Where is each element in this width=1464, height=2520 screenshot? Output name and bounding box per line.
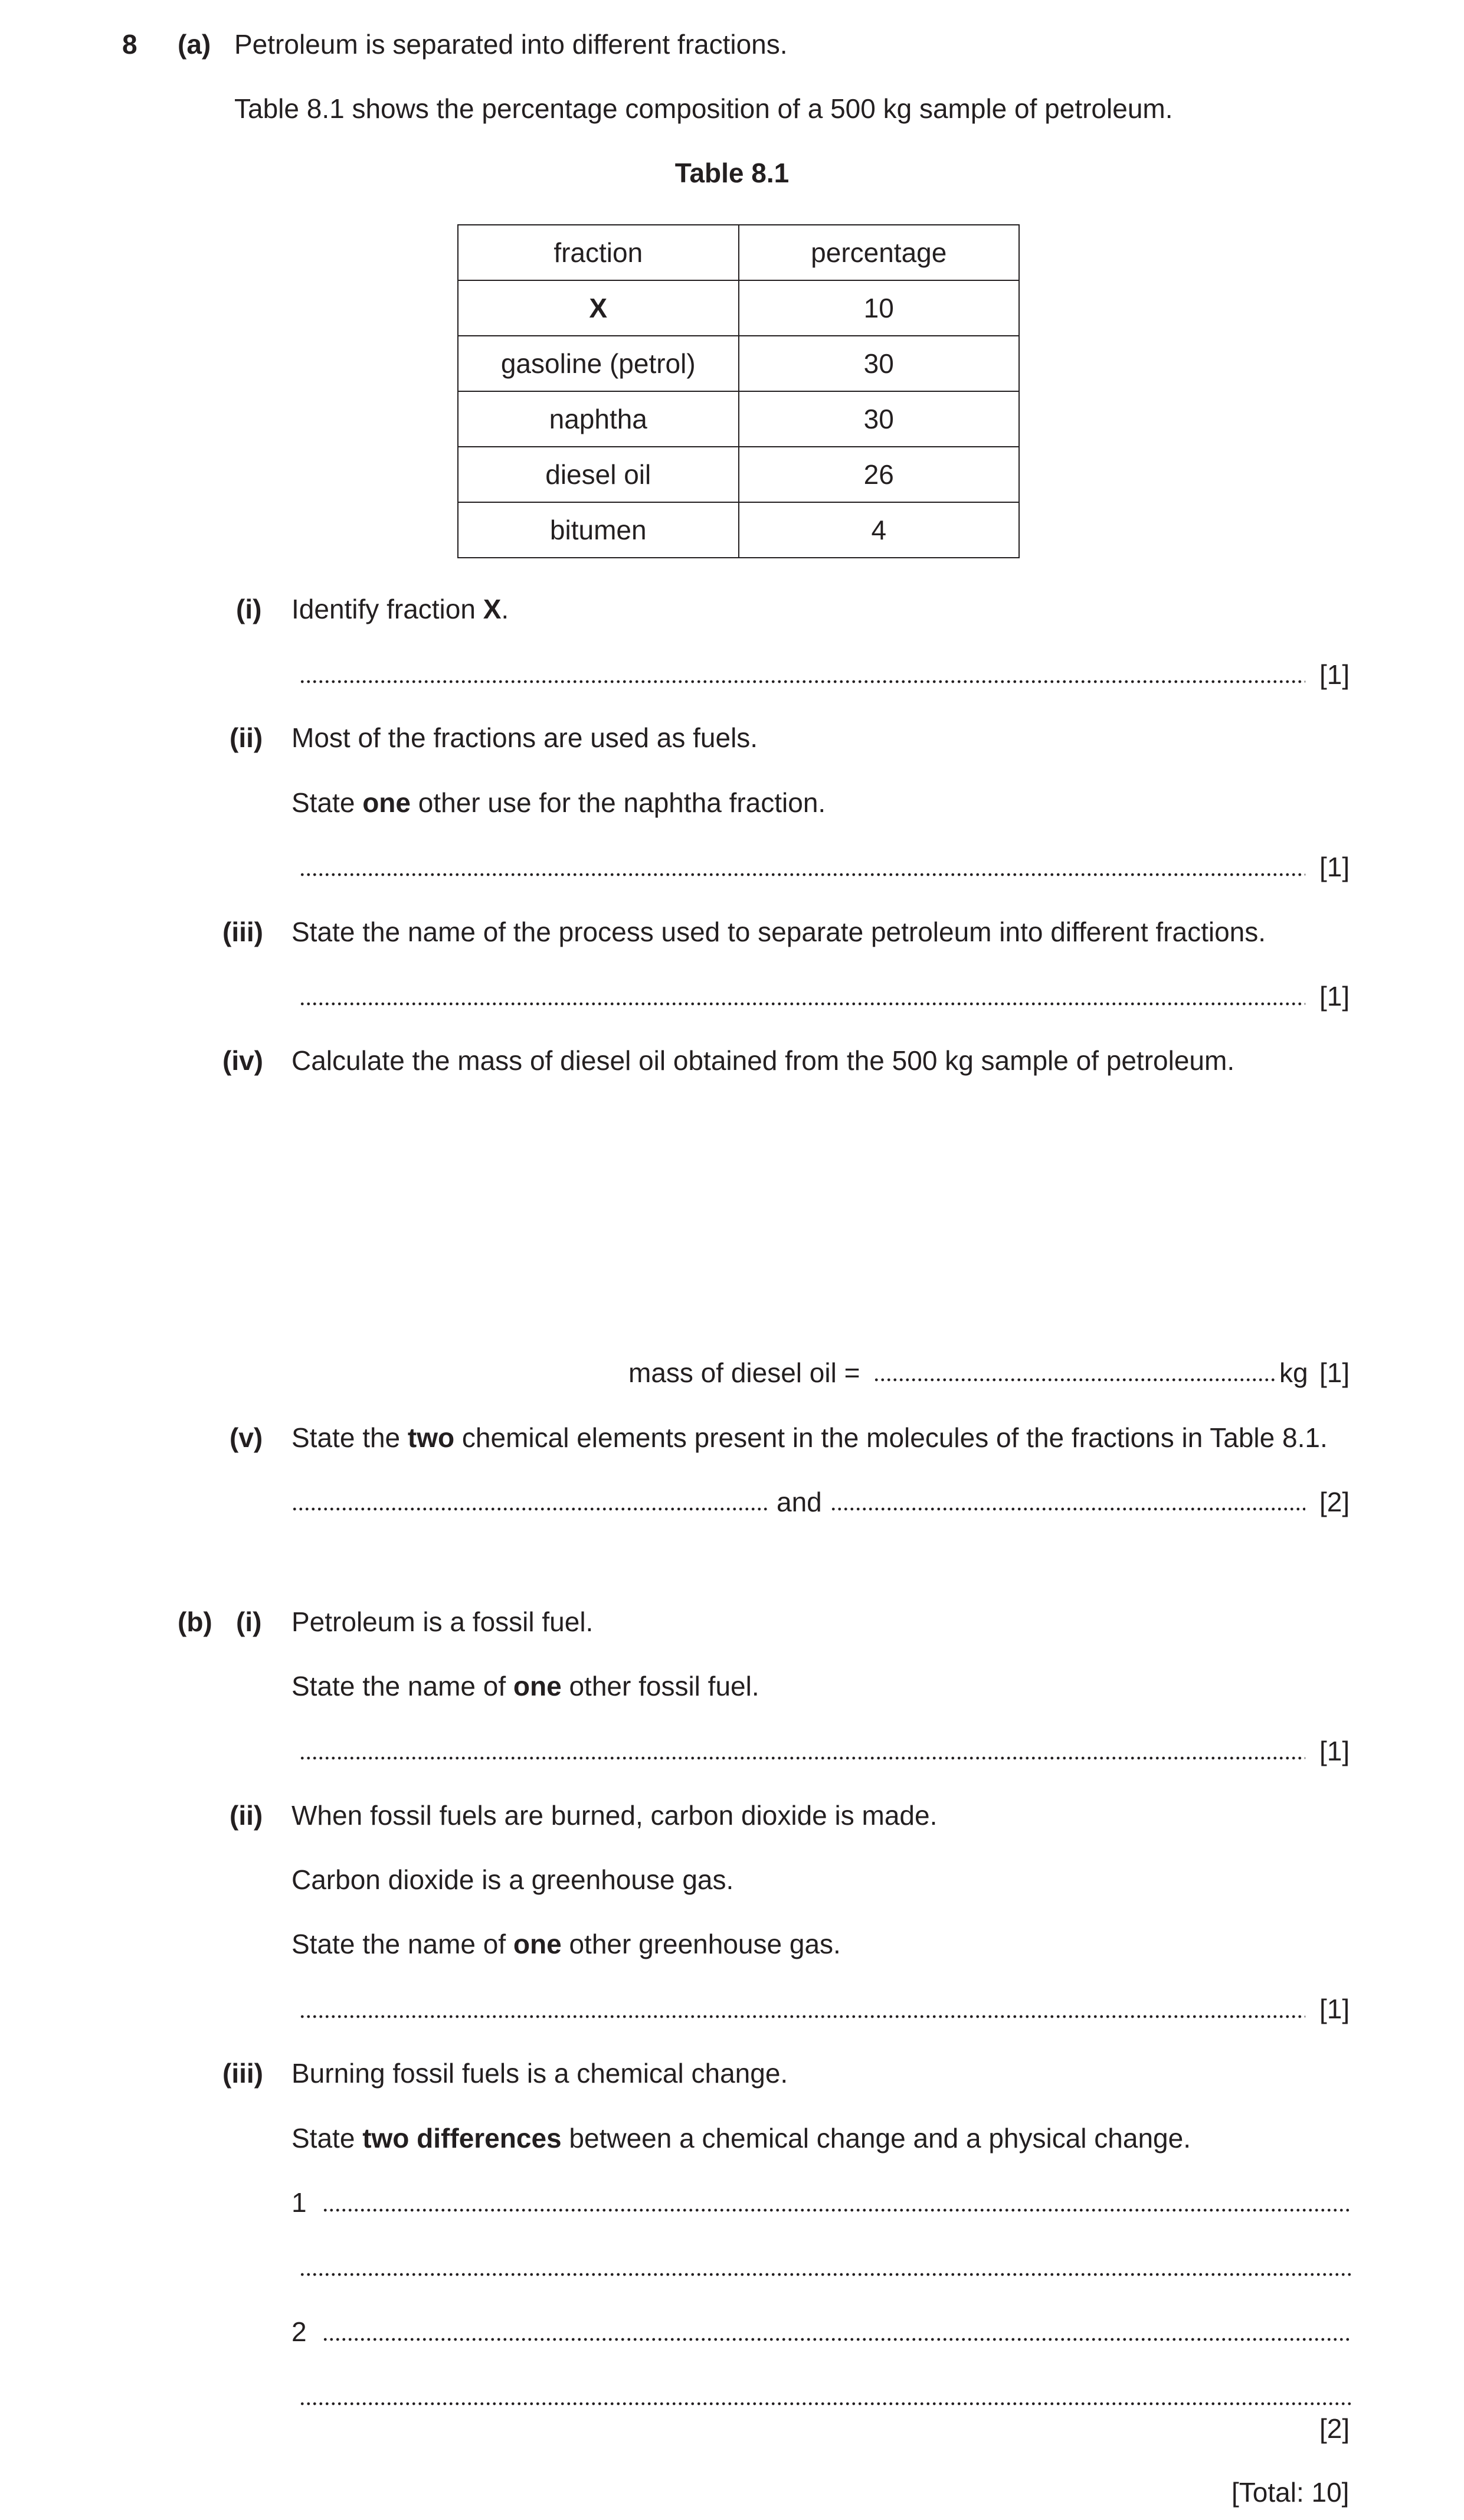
cell-fraction: bitumen [458,502,739,558]
cell-fraction: gasoline (petrol) [458,336,739,391]
a-i-label: (i) [236,594,262,624]
a-iv-marks: [1] [1319,1357,1350,1388]
b-i-question: State the name of one other fossil fuel. [292,1671,759,1701]
table-row [458,391,1019,447]
b-i-text: Petroleum is a fossil fuel. [292,1606,594,1637]
table-row [458,447,1019,502]
b-ii-text-2: Carbon dioxide is a greenhouse gas. [292,1864,734,1895]
b-i-answer-line[interactable] [299,1756,1305,1760]
table-caption: Table 8.1 [674,158,790,188]
part-b-label: (b) [178,1606,212,1637]
b-iii-answer-line-1a[interactable] [322,2208,1351,2213]
header-fraction: fraction [458,225,739,280]
a-iv-label: (iv) [222,1045,263,1076]
cell-fraction: diesel oil [458,447,739,502]
a-iv-answer-label: mass of diesel oil = [628,1357,860,1388]
b-iii-number-2: 2 [292,2316,307,2347]
a-iii-answer-line[interactable] [299,1002,1305,1006]
table-row [458,280,1019,336]
a-iv-unit: kg [1279,1357,1308,1388]
b-iii-answer-line-1b[interactable] [299,2272,1351,2277]
a-v-question: State the two chemical elements present in the molecules of the fractions in Table 8.1. [292,1422,1328,1453]
b-iii-text: Burning fossil fuels is a chemical change. [292,2058,788,2089]
b-i-label: (i) [236,1606,262,1637]
cell-percentage: 4 [739,502,1020,558]
table-row [458,336,1019,391]
b-ii-question: State the name of one other greenhouse gas. [292,1929,841,1959]
table-8-1 [457,224,1020,558]
part-a-label: (a) [178,29,211,60]
a-iv-answer-line[interactable] [873,1377,1275,1382]
a-ii-answer-line[interactable] [299,872,1305,877]
b-ii-marks: [1] [1319,1994,1350,2024]
a-ii-text: Most of the fractions are used as fuels. [292,722,758,753]
cell-percentage: 30 [739,336,1020,391]
part-a-intro: Petroleum is separated into different fractions. [234,29,788,60]
table-row [458,502,1019,558]
a-ii-question: State one other use for the naphtha fraction. [292,787,826,818]
cell-percentage: 10 [739,280,1020,336]
total-marks: [Total: 10] [1232,2477,1350,2508]
b-iii-answer-line-2a[interactable] [322,2337,1351,2342]
a-iii-label: (iii) [222,917,263,947]
a-i-answer-line[interactable] [299,679,1305,684]
b-ii-text-1: When fossil fuels are burned, carbon dioxide is made. [292,1800,938,1831]
a-v-answer-line-2[interactable] [830,1507,1305,1511]
b-iii-number-1: 1 [292,2187,307,2218]
a-iii-question: State the name of the process used to separate petroleum into different fractions. [292,917,1266,947]
a-i-question: Identify fraction X. [292,594,509,624]
b-ii-label: (ii) [230,1800,263,1831]
a-i-marks: [1] [1319,659,1350,690]
b-iii-label: (iii) [222,2058,263,2089]
a-iii-marks: [1] [1319,981,1350,1012]
b-i-marks: [1] [1319,1736,1350,1766]
a-v-marks: [2] [1319,1487,1350,1517]
b-ii-answer-line[interactable] [299,2014,1305,2019]
cell-percentage: 26 [739,447,1020,502]
b-iii-answer-line-2b[interactable] [299,2401,1351,2406]
a-iv-question: Calculate the mass of diesel oil obtained from the 500 kg sample of petroleum. [292,1045,1235,1076]
cell-fraction: naphtha [458,391,739,447]
b-iii-question: State two differences between a chemical change and a physical change. [292,2123,1191,2154]
cell-percentage: 30 [739,391,1020,447]
header-percentage: percentage [739,225,1020,280]
a-ii-label: (ii) [230,722,263,753]
a-v-answer-line-1[interactable] [292,1507,768,1511]
cell-fraction: X [458,280,739,336]
table-header-row [458,225,1019,280]
a-v-joiner: and [777,1487,822,1517]
a-v-label: (v) [230,1422,263,1453]
question-number: 8 [122,29,137,60]
b-iii-marks: [2] [1319,2413,1350,2444]
a-ii-marks: [1] [1319,852,1350,882]
table-intro: Table 8.1 shows the percentage composition of a 500 kg sample of petroleum. [234,93,1173,124]
